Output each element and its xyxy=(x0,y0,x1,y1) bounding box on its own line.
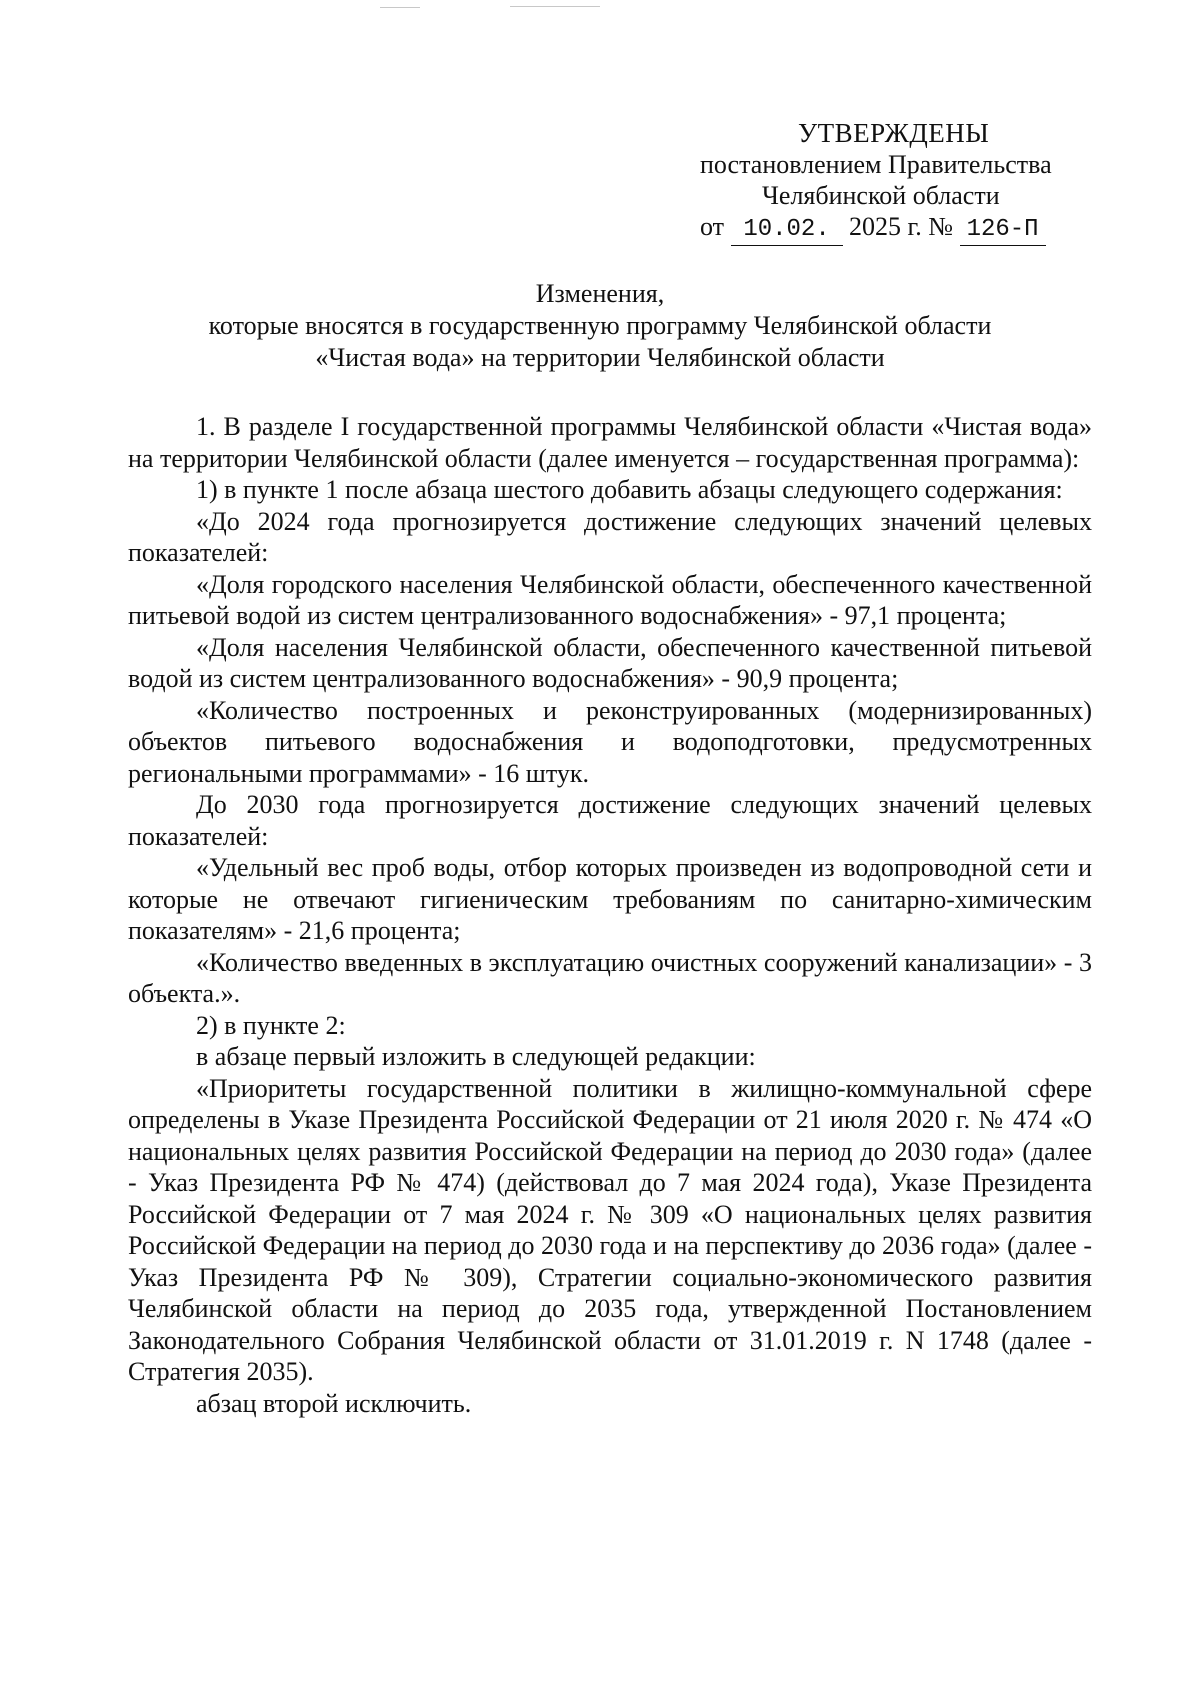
paragraph: До 2030 года прогнозируется достижение следующих значений целевых показателей: xyxy=(128,790,1092,851)
paragraph: «До 2024 года прогнозируется достижение следующих значений целевых показателей: xyxy=(128,506,1092,567)
approval-date-number xyxy=(700,211,1120,246)
paragraph: абзац второй исключить. xyxy=(196,1388,472,1418)
heading-line-1: Изменения, xyxy=(535,279,665,308)
paragraph: «Удельный вес проб воды, отбор которых произведен из водопроводной сети и которые не отвечают гигиеническим требованиям по санитарно-химическим показателям» - 21,6 процента; xyxy=(128,853,1092,945)
heading-line-2: которые вносятся в государственную программу Челябинской области xyxy=(208,311,992,340)
approval-date-value: 10.02. xyxy=(731,214,843,246)
approval-line-government: постановлением Правительства xyxy=(700,150,1052,179)
approval-title: УТВЕРЖДЕНЫ xyxy=(798,118,990,148)
from-label: от xyxy=(700,212,725,241)
approval-stamp xyxy=(700,118,1120,246)
paragraph: 2) в пункте 2: xyxy=(196,1010,346,1040)
paragraph: 1. В разделе I государственной программы Челябинской области «Чистая вода» на территории Челябинской области (далее именуется – государственная программа): xyxy=(128,412,1092,473)
heading-line-3: «Чистая вода» на территории Челябинской области xyxy=(315,343,885,372)
paragraph: «Количество построенных и реконструированных (модернизированных) объектов питьевого водоснабжения и водоподготовки, предусмотренных региональными программами» - 16 штук. xyxy=(128,695,1092,788)
paragraph: 1) в пункте 1 после абзаца шестого добавить абзацы следующего содержания: xyxy=(196,475,1063,504)
paragraph: «Приоритеты государственной политики в жилищно-коммунальной сфере определены в Указе Президента Российской Федерации от 21 июля 2020 г. № 474 «О национальных целях развития Российской Федерации на период до 2030 года» (далее - Указ Президента РФ № 474) (действовал до 7 мая 2024 года), Указе Президента Российской Федерации от 7 мая 2024 г. № 309 «О национальных целях развития Российской Федерации на период до 2030 года и на перспективу до 2036 года» (далее - Указ Президента РФ № 309), Стратегии социально-экономического развития Челябинской области на период до 2035 года, утвержденной Постановлением Законодательного Собрания Челябинской области от 31.01.2019 г. N 1748 (далее - Стратегия 2035). xyxy=(128,1073,1092,1386)
approval-year-label: 2025 г. № xyxy=(849,212,954,241)
scan-artifacts xyxy=(380,6,640,10)
paragraph: «Количество введенных в эксплуатацию очистных сооружений канализации» - 3 объекта.». xyxy=(128,947,1092,1008)
approval-line-region: Челябинской области xyxy=(762,181,1000,210)
paragraph: «Доля городского населения Челябинской области, обеспеченного качественной питьевой водой из систем централизованного водоснабжения» - 97,1 процента; xyxy=(128,569,1092,630)
paragraph: в абзаце первый изложить в следующей редакции: xyxy=(196,1042,756,1071)
document-heading xyxy=(120,278,1080,374)
approval-number-value: 126-П xyxy=(960,214,1046,246)
document-body xyxy=(128,411,1092,1419)
paragraph: «Доля населения Челябинской области, обеспеченного качественной питьевой водой из систем централизованного водоснабжения» - 90,9 процента; xyxy=(128,632,1092,693)
